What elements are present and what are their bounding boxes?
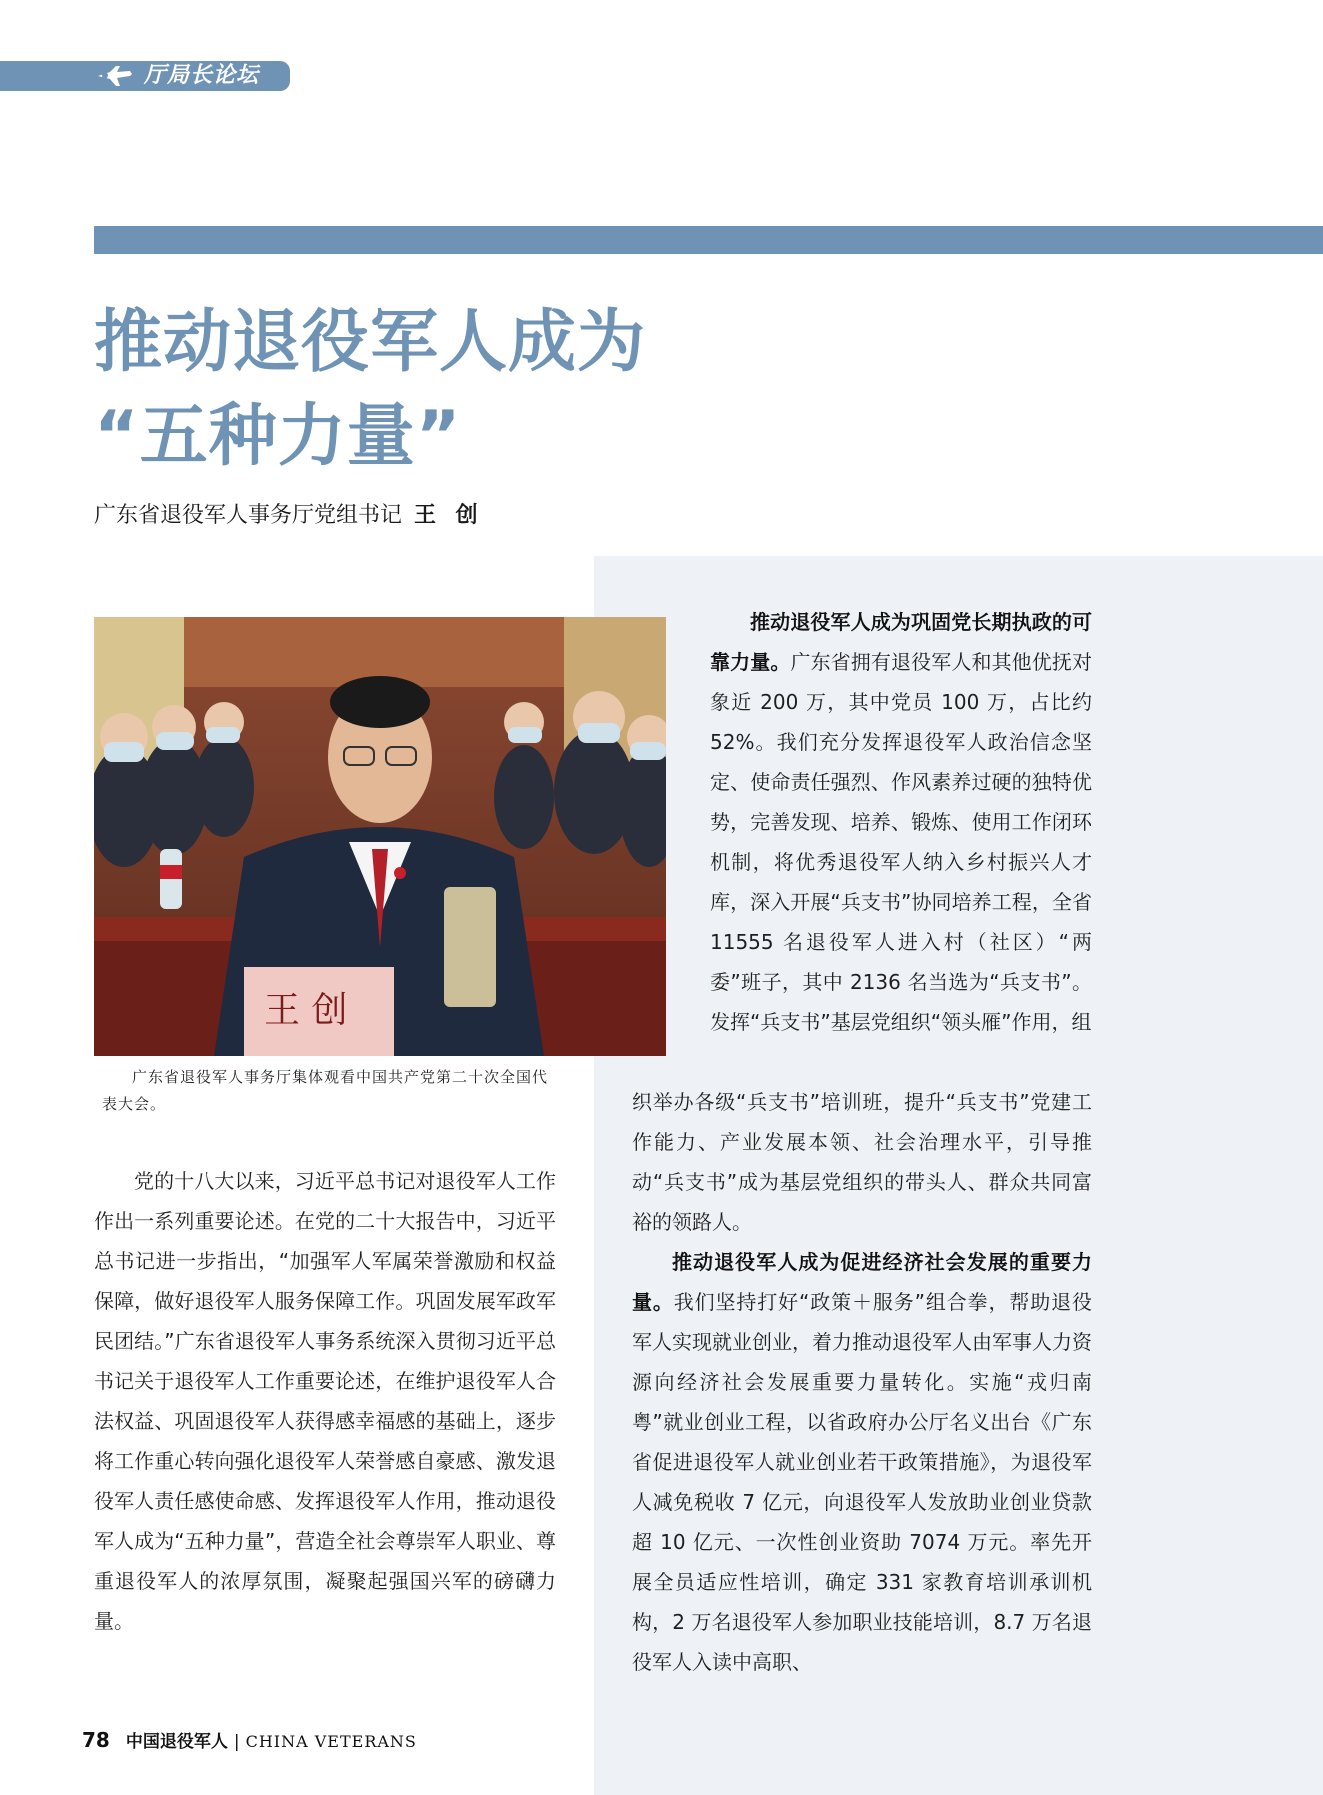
- author-name: 王 创: [414, 503, 484, 528]
- byline: [94, 500, 484, 532]
- paragraph-1-continued: 织举办各级“兵支书”培训班，提升“兵支书”党建工作能力、产业发展本领、社会治理水平，引导推动“兵支书”成为基层党组织的带头人、群众共同富裕的领路人。: [632, 1090, 1092, 1234]
- paragraph-1-heading: 推动退役军人成为巩固党长期执政的可靠力量。: [710, 610, 1092, 674]
- body-column-right-top: [710, 602, 1092, 1042]
- nameplate-text: 王 创: [264, 990, 348, 1031]
- article-photo: [94, 617, 666, 1056]
- plane-icon: [96, 66, 132, 86]
- paragraph-1: [710, 602, 1092, 1042]
- intro-paragraph: 党的十八大以来，习近平总书记对退役军人工作作出一系列重要论述。在党的二十大报告中，习近平总书记进一步指出，“加强军人军属荣誉激励和权益保障，做好退役军人服务保障工作。巩固发展军政军民团结。”广东省退役军人事务系统深入贯彻习近平总书记关于退役军人工作重要论述，在维护退役军人合法权益、巩固退役军人获得感幸福感的基础上，逐步将工作重心转向强化退役军人荣誉感自豪感、激发退役军人责任感使命感、发挥退役军人作用，推动退役军人成为“五种力量”，营造全社会尊崇军人职业、尊重退役军人的浓厚氛围，凝聚起强国兴军的磅礴力量。: [94, 1169, 556, 1633]
- author-role: 广东省退役军人事务厅党组书记: [94, 503, 403, 528]
- headline-line2: “五种力量”: [94, 397, 462, 476]
- paragraph-2-heading: 推动退役军人成为促进经济社会发展的重要力量。: [632, 1250, 1092, 1314]
- paragraph-2-text: 我们坚持打好“政策＋服务”组合拳，帮助退役军人实现就业创业，着力推动退役军人由军事人力资源向经济社会发展重要力量转化。实施“戎归南粤”就业创业工程，以省政府办公厅名义出台《广东省促进退役军人就业创业若干政策措施》，为退役军人减免税收 7 亿元，向退役军人发放助业创业贷款超 10 亿元、一次性创业资助 7074 万元。率先开展全员适应性培训，确定 331 家教育培训承训机构，2 万名退役军人参加职业技能培训，8.7 万名退役军人入读中高职、: [632, 1290, 1093, 1674]
- title-bar: [94, 226, 1323, 254]
- headline-line1: 推动退役军人成为: [94, 303, 647, 382]
- body-column-right-bottom: [632, 1082, 1092, 1682]
- headline: [94, 296, 646, 484]
- paragraph-1-text-a: 广东省拥有退役军人和其他优抚对象近 200 万，其中党员 100 万，占比约 52%。我们充分发挥退役军人政治信念坚定、使命责任强烈、作风素养过硬的独特优势，完善发现、培养、锻炼、使用工作闭环机制，将优秀退役军人纳入乡村振兴人才库，深入开展“兵支书”协同培养工程，全省 11555 名退役军人进入村（社区）“两委”班子，其中 2136 名当选为“兵支书”。发挥“兵支书”基层党组织“领头雁”作用，组: [710, 650, 1093, 1034]
- page-footer: [82, 1728, 417, 1754]
- body-column-left: [94, 1161, 556, 1641]
- page-number: 78: [82, 1728, 110, 1752]
- footer-separator: |: [233, 1732, 240, 1752]
- section-tab: [0, 61, 290, 91]
- paragraph-2: [632, 1242, 1092, 1682]
- magazine-name: 中国退役军人: [125, 1732, 228, 1752]
- magazine-english-name: CHINA VETERANS: [245, 1732, 417, 1751]
- photo-caption: 广东省退役军人事务厅集体观看中国共产党第二十次全国代表大会。: [102, 1068, 549, 1113]
- section-label: 厅局长论坛: [144, 63, 260, 88]
